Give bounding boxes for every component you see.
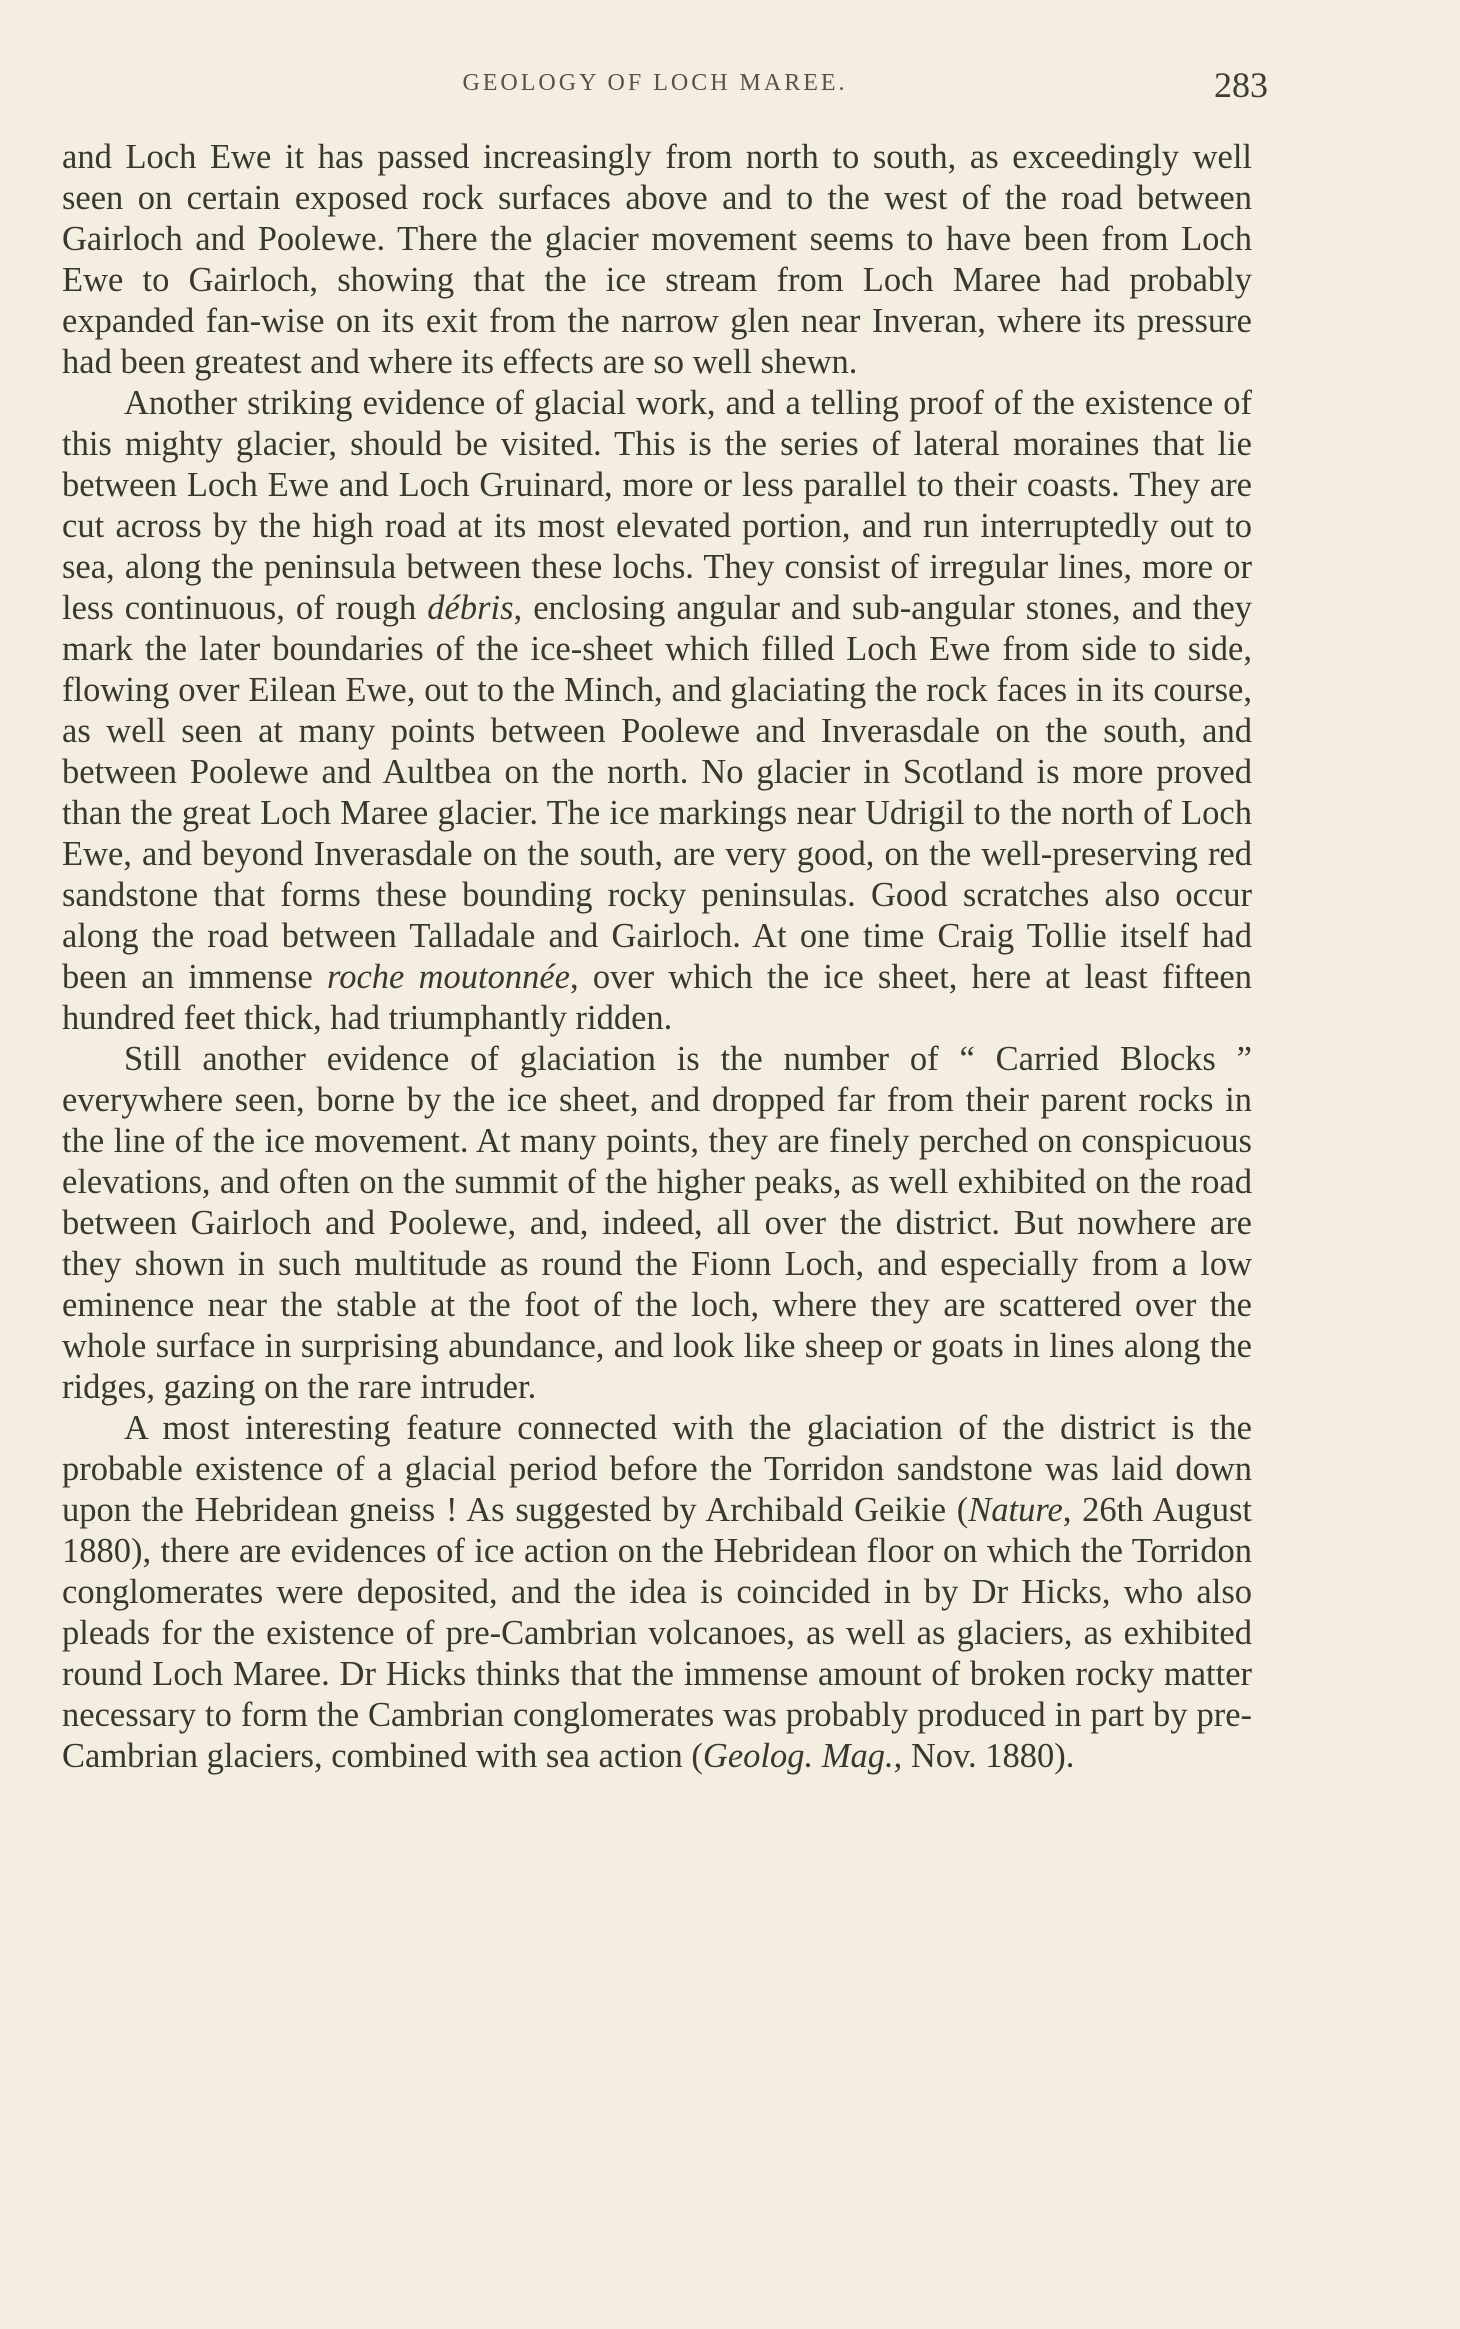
paragraph-1	[62, 137, 1252, 383]
paragraph-3	[62, 1039, 1252, 1408]
italic-citation-nature: Nature	[968, 1491, 1063, 1529]
italic-term-debris: débris	[427, 589, 514, 627]
text-segment: , Nov. 1880).	[893, 1737, 1075, 1775]
page-number: 283	[1214, 65, 1268, 105]
italic-term-roche-moutonnee: roche moutonnée	[327, 958, 570, 996]
running-title: GEOLOGY OF LOCH MAREE.	[462, 70, 848, 96]
paragraph-2	[62, 383, 1252, 1039]
text-segment: A most interesting feature connected with the glaciation of the district is the probable existence of a glacial period before the Torridon sandstone was laid down upon the Hebridean gneiss ! As suggested by Archibald Geikie (	[62, 1409, 1252, 1529]
text-segment: , 26th August 1880), there are evidences of ice action on the Hebridean floor on which the Torridon conglomerates were deposited, and the idea is coincided in by Dr Hicks, who also pleads for the existence of pre-Cambrian volcanoes, as well as glaciers, as exhibited round Loch Maree. Dr Hicks thinks that the immense amount of broken rocky matter necessary to form the Cambrian conglomerates was probably produced in part by pre-Cambrian glaciers, combined with sea action (	[62, 1491, 1253, 1775]
text-segment: Another striking evidence of glacial work, and a telling proof of the existence of this mighty glacier, should be visited. This is the series of lateral moraines that lie between Loch Ewe and Loch Gruinard, more or less parallel to their coasts. They are cut across by the high road at its most elevated portion, and run interruptedly out to sea, along the peninsula between these lochs. They consist of irregular lines, more or less continuous, of rough	[62, 384, 1252, 627]
body-text	[62, 137, 1252, 1777]
text-segment: Still another evidence of glaciation is the number of “ Carried Blocks ” everywhere seen, borne by the ice sheet, and dropped far from their parent rocks in the line of the ice movement. At many points, they are finely perched on conspicuous elevations, and often on the summit of the higher peaks, as well exhibited on the road between Gairloch and Poolewe, and, indeed, all over the district. But nowhere are they shown in such multitude as round the Fionn Loch, and especially from a low eminence near the stable at the foot of the loch, where they are scattered over the whole surface in surprising abundance, and look like sheep or goats in lines along the ridges, gazing on the rare intruder.	[62, 1040, 1252, 1406]
italic-citation-geolog-mag: Geolog. Mag.	[702, 1737, 894, 1775]
text-segment: , enclosing angular and sub-angular stones, and they mark the later boundaries of the ice-sheet which filled Loch Ewe from side to side, flowing over Eilean Ewe, out to the Minch, and glaciating the rock faces in its course, as well seen at many points between Poolewe and Inverasdale on the south, and between Poolewe and Aultbea on the north. No glacier in Scotland is more proved than the great Loch Maree glacier. The ice markings near Udrigil to the north of Loch Ewe, and beyond Inverasdale on the south, are very good, on the well-preserving red sandstone that forms these bounding rocky peninsulas. Good scratches also occur along the road between Talladale and Gairloch. At one time Craig Tollie itself had been an immense	[62, 589, 1253, 996]
text-segment: and Loch Ewe it has passed increasingly from north to south, as exceedingly well seen on certain exposed rock surfaces above and to the west of the road between Gairloch and Poolewe. There the glacier movement seems to have been from Loch Ewe to Gairloch, showing that the ice stream from Loch Maree had probably expanded fan-wise on its exit from the narrow glen near Inveran, where its pressure had been greatest and where its effects are so well shewn.	[62, 138, 1252, 381]
paragraph-4	[62, 1408, 1252, 1777]
text-segment: , over which the ice sheet, here at least fifteen hundred feet thick, had triumphantly ridden.	[62, 958, 1252, 1037]
running-head	[60, 64, 1268, 114]
